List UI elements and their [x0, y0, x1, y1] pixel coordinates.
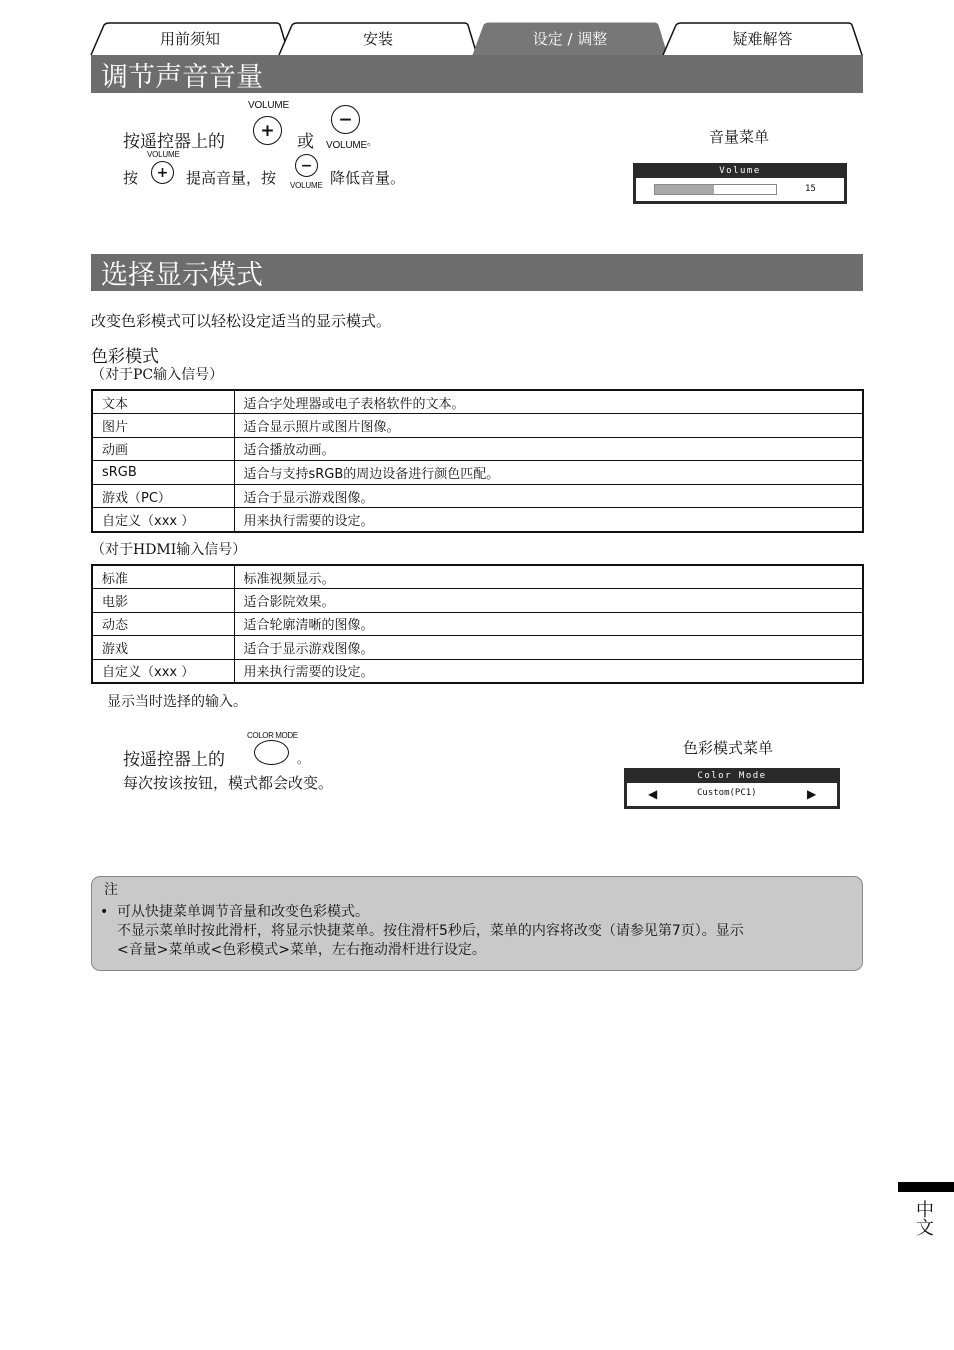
table-row [92, 612, 863, 636]
tab-before-use[interactable] [90, 22, 290, 55]
mode-description-cell: 适合轮廓清晰的图像。 [234, 612, 863, 636]
mode-description-cell: 用来执行需要的设定。 [234, 659, 863, 683]
volume-menu-caption: 音量菜单 [709, 128, 770, 146]
tab-label: 安装 [362, 30, 393, 48]
pc-signal-caption: （对于PC输入信号） [91, 367, 224, 383]
note-bullet-item [100, 903, 854, 960]
color-mode-button-icon [254, 740, 289, 765]
volume-raise-text: 提高音量，按 [186, 169, 277, 187]
mode-description-cell: 适合与支持sRGB的周边设备进行颜色匹配。 [234, 461, 863, 485]
osd-body [636, 178, 844, 201]
osd-title: Volume [636, 166, 844, 178]
mode-name-cell: 文本 [92, 390, 234, 414]
tab-label: 用前须知 [159, 30, 220, 48]
tab-settings[interactable] [472, 22, 668, 55]
volume-press-text: 按 [123, 169, 139, 187]
hdmi-signal-caption: （对于HDMI输入信号） [91, 542, 247, 558]
table-row [92, 390, 863, 414]
arrow-left-icon: ◀ [648, 787, 658, 801]
tab-label: 设定 / 调整 [532, 30, 608, 48]
table-row [92, 484, 863, 508]
table-row [92, 636, 863, 660]
color-mode-osd-menu [624, 768, 840, 809]
note-line: <音量>菜单或<色彩模式>菜单，左右拖动滑杆进行设定。 [117, 942, 486, 958]
volume-value: 15 [805, 184, 816, 194]
tab-install[interactable] [278, 22, 478, 55]
note-box [91, 876, 863, 971]
volume-down-icon: − [295, 154, 318, 177]
hdmi-mode-table [91, 564, 864, 684]
mode-description-cell: 用来执行需要的设定。 [234, 508, 863, 532]
volume-level-fill [655, 185, 714, 194]
note-line: 可从快捷菜单调节音量和改变色彩模式。 [117, 904, 369, 920]
osd-body [627, 783, 837, 806]
tab-label: 疑难解答 [732, 30, 793, 48]
tab-bar [90, 22, 863, 55]
bullet-icon: • [100, 904, 109, 920]
mode-press-explanation: 每次按该按钮，模式都会改变。 [123, 774, 334, 792]
mode-name-cell: 自定义（xxx ） [92, 659, 234, 683]
mode-description-cell: 适合于显示游戏图像。 [234, 484, 863, 508]
mode-name-cell: 标准 [92, 565, 234, 589]
volume-button-label: VOLUME [290, 181, 323, 190]
mode-name-cell: 电影 [92, 589, 234, 613]
volume-instruction-or: 或 [297, 132, 314, 152]
mode-name-cell: 动画 [92, 437, 234, 461]
volume-up-icon: + [253, 116, 282, 145]
mode-instruction-suffix: 。 [297, 752, 310, 766]
mode-name-cell: 动态 [92, 612, 234, 636]
mode-description-cell: 适合显示照片或图片图像。 [234, 414, 863, 438]
volume-osd-menu [633, 163, 847, 204]
mode-description-cell: 适合字处理器或电子表格软件的文本。 [234, 390, 863, 414]
mode-name-cell: 图片 [92, 414, 234, 438]
language-tab-bar [898, 1182, 954, 1192]
volume-down-icon: − [331, 105, 360, 134]
table-row [92, 565, 863, 589]
selected-input-note: 显示当时选择的输入。 [107, 694, 247, 710]
volume-button-label: VOLUME [147, 150, 180, 159]
note-heading: 注 [104, 882, 118, 898]
volume-instruction-suffix: 。 [367, 137, 377, 148]
arrow-right-icon: ▶ [807, 787, 817, 801]
section-title-display-mode [91, 254, 863, 291]
section-title-volume [91, 55, 863, 93]
section-title-text: 调节声音音量 [101, 61, 263, 93]
mode-description-cell: 标准视频显示。 [234, 565, 863, 589]
section-title-text: 选择显示模式 [101, 260, 263, 291]
table-row [92, 589, 863, 613]
color-mode-menu-caption: 色彩模式菜单 [683, 739, 774, 757]
mode-description-cell: 适合播放动画。 [234, 437, 863, 461]
volume-instruction-prefix: 按遥控器上的 [123, 132, 225, 152]
table-row [92, 437, 863, 461]
mode-name-cell: 自定义（xxx ） [92, 508, 234, 532]
volume-lower-text: 降低音量。 [330, 169, 406, 187]
volume-button-label: VOLUME [248, 100, 290, 111]
color-mode-value: Custom(PC1) [697, 788, 757, 798]
mode-name-cell: 游戏 [92, 636, 234, 660]
osd-title: Color Mode [627, 771, 837, 783]
volume-button-label: VOLUME [326, 140, 368, 151]
language-tab-label: 中文 [913, 1200, 934, 1236]
mode-instruction-prefix: 按遥控器上的 [123, 750, 225, 770]
volume-level-track [654, 184, 777, 195]
color-mode-heading: 色彩模式 [91, 347, 159, 367]
mode-description-cell: 适合影院效果。 [234, 589, 863, 613]
tab-troubleshooting[interactable] [662, 22, 863, 55]
mode-name-cell: 游戏（PC） [92, 484, 234, 508]
table-row [92, 414, 863, 438]
pc-mode-table [91, 389, 864, 533]
volume-up-icon: + [151, 161, 174, 184]
color-mode-button-label: COLOR MODE [247, 731, 298, 740]
note-line: 不显示菜单时按此滑杆，将显示快捷菜单。按住滑杆5秒后，菜单的内容将改变（请参见第7页）。显示 [117, 923, 744, 939]
table-row [92, 461, 863, 485]
mode-intro: 改变色彩模式可以轻松设定适当的显示模式。 [91, 312, 392, 330]
mode-description-cell: 适合于显示游戏图像。 [234, 636, 863, 660]
table-row [92, 508, 863, 532]
table-row [92, 659, 863, 683]
mode-name-cell: sRGB [92, 461, 234, 485]
